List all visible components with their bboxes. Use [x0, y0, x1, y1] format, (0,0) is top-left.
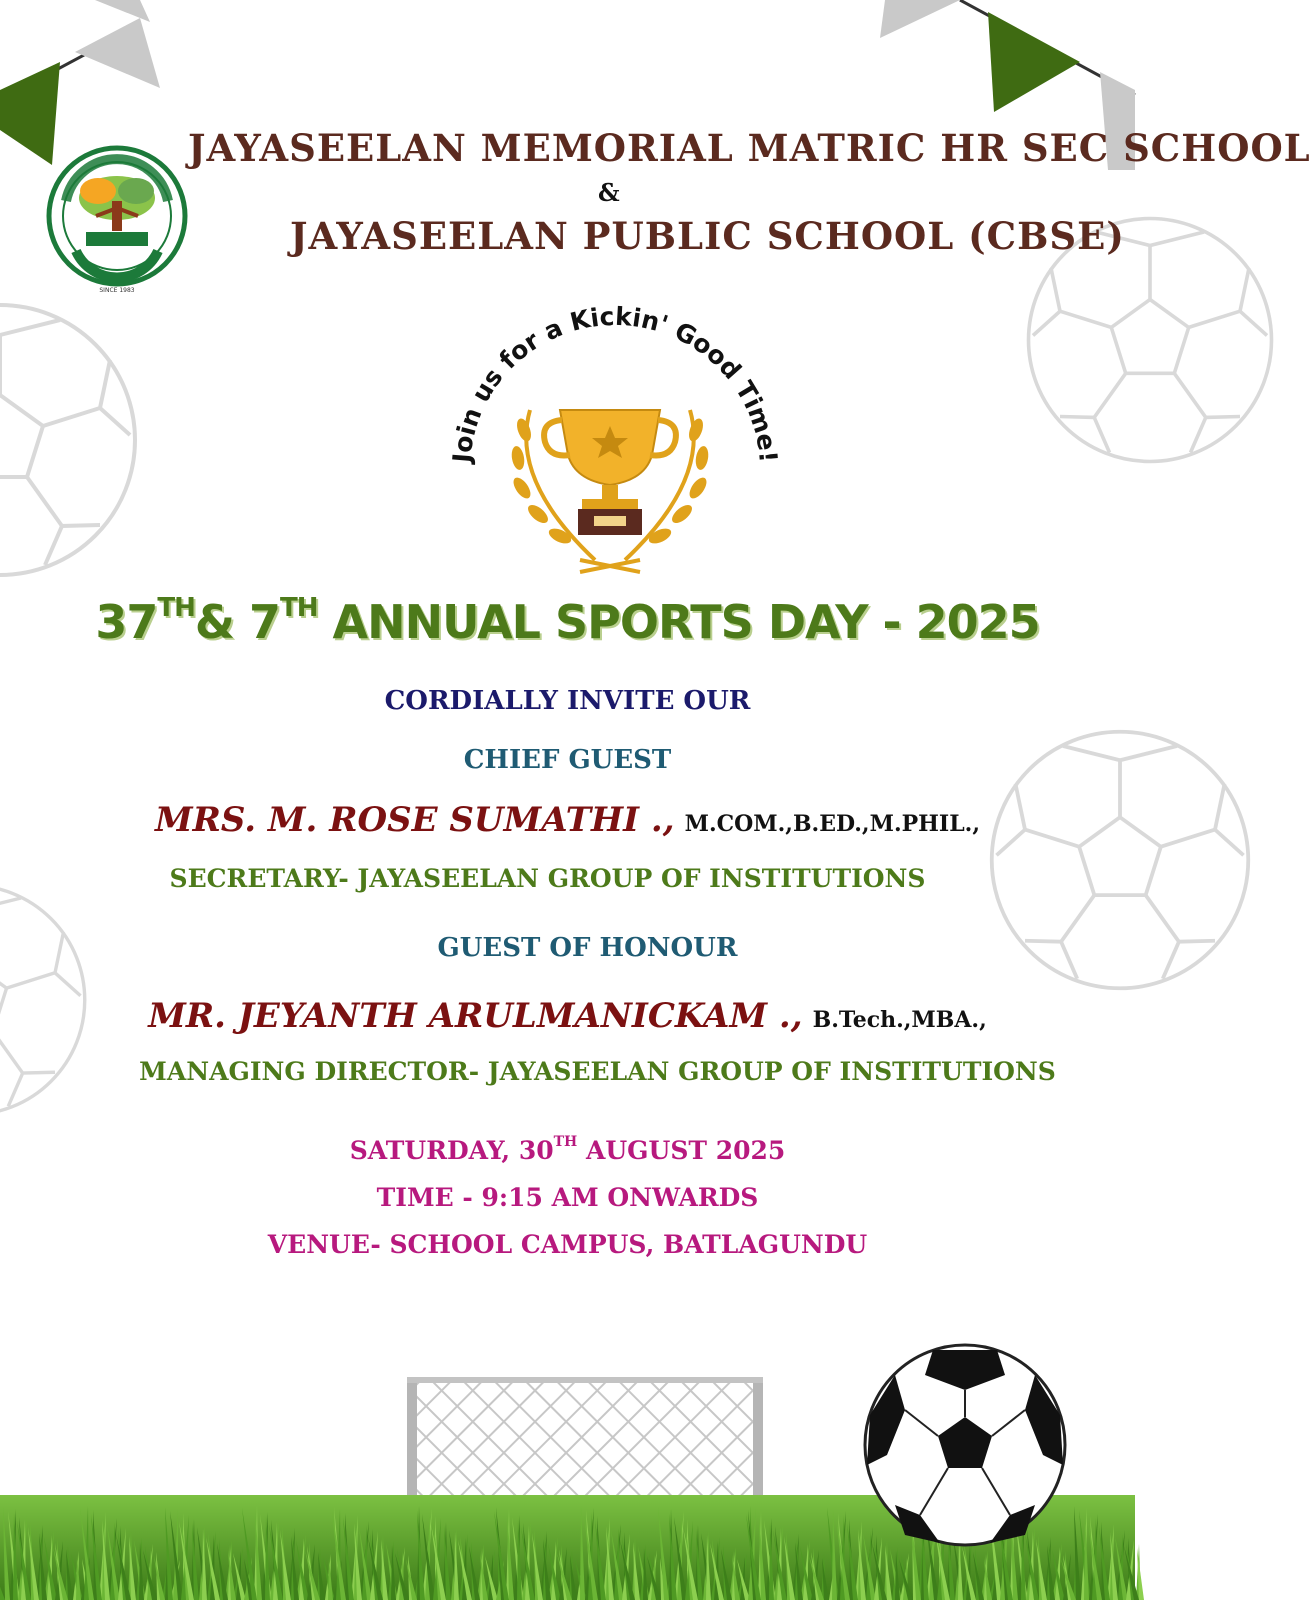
school-logo-icon	[46, 146, 188, 296]
event-date-suffix: AUGUST 2025	[577, 1136, 786, 1165]
event-date	[0, 1133, 1135, 1165]
school-name-primary: JAYASEELAN MEMORIAL MATRIC HR SEC SCHOOL	[188, 126, 1311, 170]
event-venue: VENUE- SCHOOL CAMPUS, BATLAGUNDU	[267, 1230, 868, 1259]
event-time: TIME - 9:15 AM ONWARDS	[376, 1183, 759, 1212]
school-name-secondary: JAYASEELAN PUBLIC SCHOOL (CBSE)	[290, 214, 1125, 258]
guest-of-honour-designation: MANAGING DIRECTOR- JAYASEELAN GROUP OF INSTITUTIONS	[139, 1057, 1056, 1086]
chief-guest-label: CHIEF GUEST	[463, 745, 672, 775]
chief-guest-line	[0, 800, 1135, 840]
heading-suffix-1: TH	[157, 592, 195, 623]
soccer-ball-icon	[860, 1340, 1070, 1550]
heading-title: ANNUAL SPORTS DAY - 2025	[317, 595, 1040, 649]
trophy-icon	[500, 400, 720, 575]
guest-of-honour-degrees: B.Tech.,MBA.,	[812, 1007, 987, 1033]
logo-since-text: SINCE 1983	[99, 287, 135, 294]
event-heading	[0, 592, 1135, 649]
school-name-ampersand: &	[598, 178, 620, 207]
heading-number-2: 7	[249, 595, 281, 649]
chief-guest-designation: SECRETARY- JAYASEELAN GROUP OF INSTITUTIONS	[169, 864, 926, 893]
heading-number-1: 37	[95, 595, 158, 649]
chief-guest-degrees: M.COM.,B.ED.,M.PHIL.,	[684, 811, 981, 837]
tagline-text: Join us for a Kickin' Good Time!	[447, 301, 783, 464]
event-date-sup: TH	[553, 1133, 578, 1150]
guest-of-honour-label: GUEST OF HONOUR	[437, 933, 738, 963]
heading-amp: &	[194, 595, 249, 649]
event-date-prefix: SATURDAY, 30	[349, 1136, 554, 1165]
invite-text: CORDIALLY INVITE OUR	[384, 686, 751, 716]
guest-of-honour-line	[0, 996, 1135, 1036]
chief-guest-name: MRS. M. ROSE SUMATHI .,	[154, 800, 675, 840]
guest-of-honour-name: MR. JEYANTH ARULMANICKAM .,	[148, 996, 803, 1036]
heading-suffix-2: TH	[280, 592, 318, 623]
